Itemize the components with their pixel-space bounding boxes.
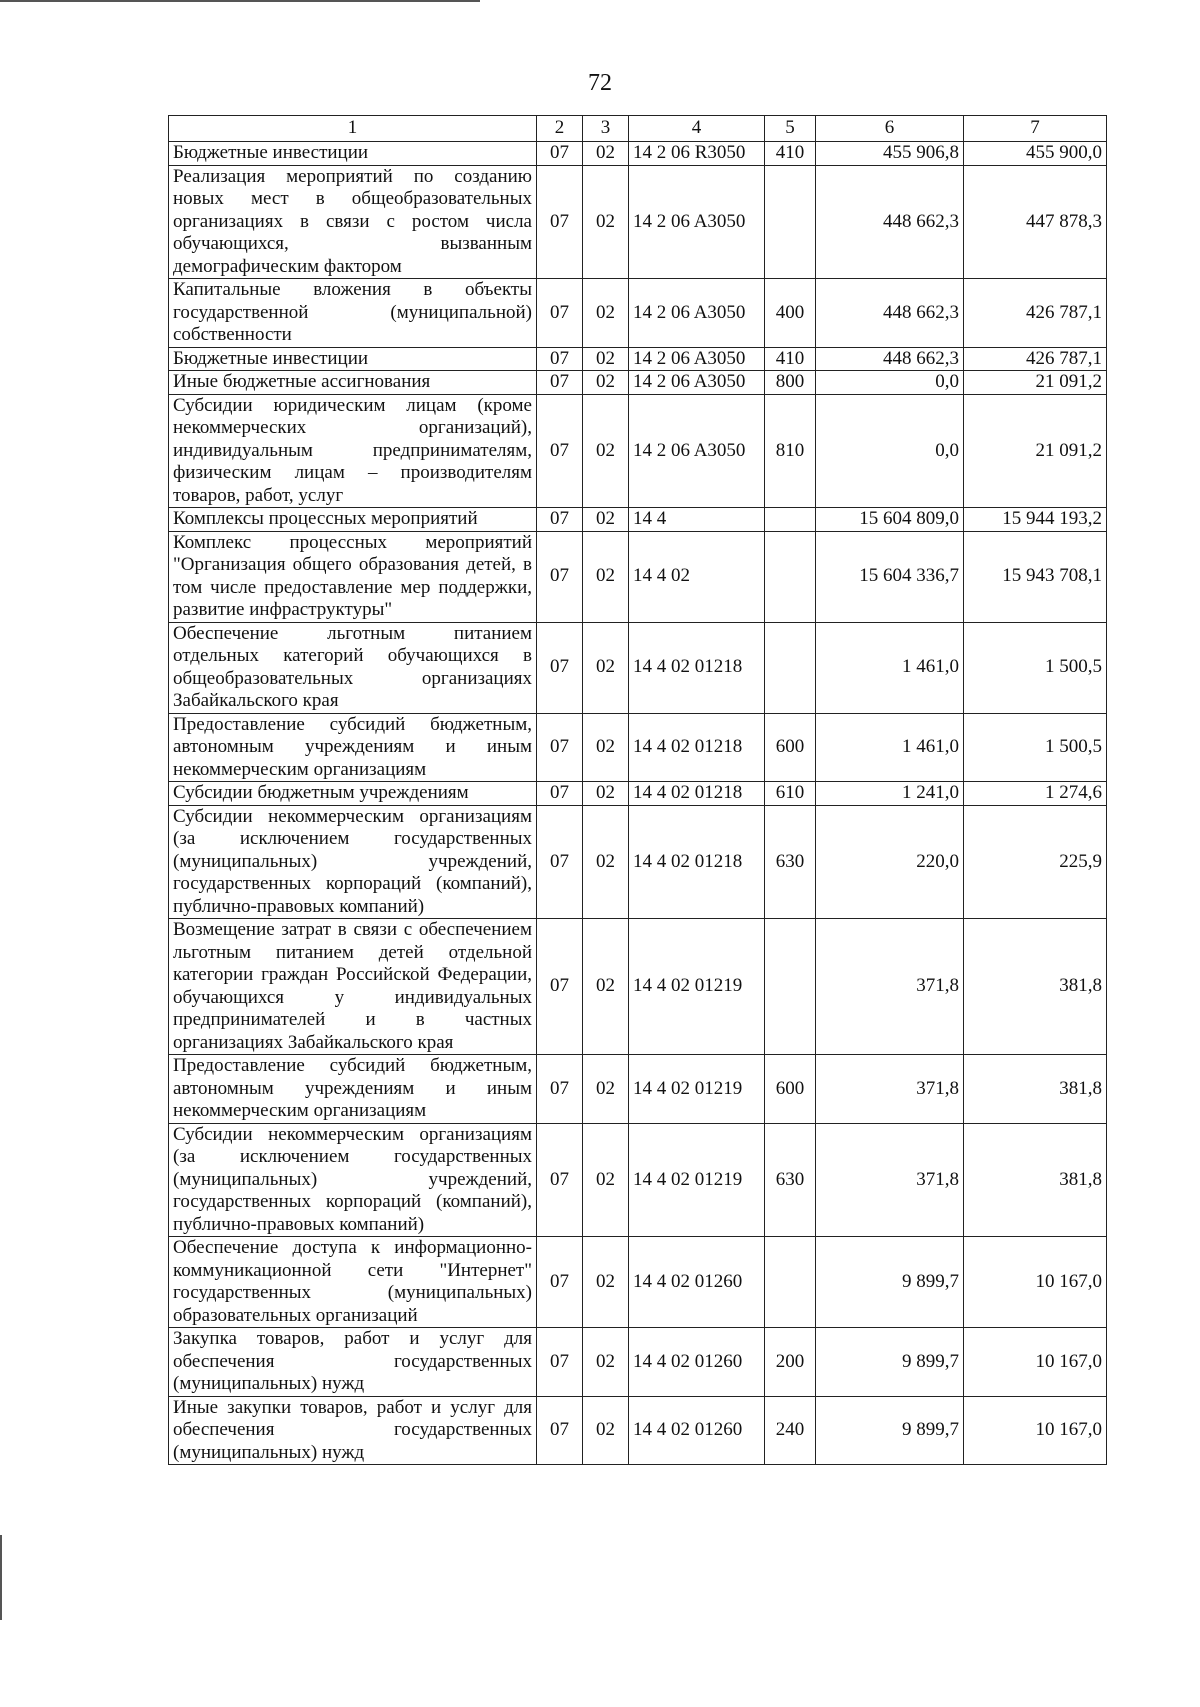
row-name-cell: Предоставление субсидий бюджетным, автономным учреждениям и иным некоммерческим организациям: [169, 1055, 537, 1124]
expense-type-code-cell: [765, 1237, 816, 1328]
table-row: [169, 1237, 1107, 1328]
target-article-code-cell: 14 4 02: [629, 531, 765, 622]
table-row: [169, 782, 1107, 806]
section-code-cell: 07: [537, 1396, 583, 1465]
section-code-cell: 07: [537, 805, 583, 919]
subsection-code-cell: 02: [583, 165, 629, 279]
expense-type-code-cell: 410: [765, 347, 816, 371]
amount-year-1-cell: 448 662,3: [816, 279, 964, 348]
subsection-code-cell: 02: [583, 347, 629, 371]
target-article-code-cell: 14 4 02 01218: [629, 622, 765, 713]
amount-year-1-cell: 371,8: [816, 1123, 964, 1237]
section-code-cell: 07: [537, 713, 583, 782]
subsection-code-cell: 02: [583, 1055, 629, 1124]
expense-type-code-cell: 610: [765, 782, 816, 806]
target-article-code-cell: 14 2 06 R3050: [629, 142, 765, 166]
subsection-code-cell: 02: [583, 394, 629, 508]
table-row: [169, 394, 1107, 508]
section-code-cell: 07: [537, 622, 583, 713]
section-code-cell: 07: [537, 165, 583, 279]
subsection-code-cell: 02: [583, 279, 629, 348]
target-article-code-cell: 14 4 02 01218: [629, 782, 765, 806]
amount-year-2-cell: 381,8: [964, 1055, 1107, 1124]
table-header-row: [169, 116, 1107, 142]
table-row: [169, 142, 1107, 166]
section-code-cell: 07: [537, 1237, 583, 1328]
amount-year-2-cell: 426 787,1: [964, 279, 1107, 348]
target-article-code-cell: 14 4 02 01260: [629, 1328, 765, 1397]
row-name-cell: Обеспечение льготным питанием отдельных категорий обучающихся в общеобразовательных организациях Забайкальского края: [169, 622, 537, 713]
target-article-code-cell: 14 4 02 01218: [629, 805, 765, 919]
amount-year-2-cell: 1 500,5: [964, 622, 1107, 713]
amount-year-1-cell: 1 461,0: [816, 713, 964, 782]
amount-year-2-cell: 21 091,2: [964, 394, 1107, 508]
target-article-code-cell: 14 4 02 01260: [629, 1396, 765, 1465]
section-code-cell: 07: [537, 782, 583, 806]
budget-table: [168, 115, 1107, 1465]
subsection-code-cell: 02: [583, 1396, 629, 1465]
amount-year-2-cell: 10 167,0: [964, 1237, 1107, 1328]
amount-year-2-cell: 381,8: [964, 919, 1107, 1055]
expense-type-code-cell: 400: [765, 279, 816, 348]
amount-year-2-cell: 447 878,3: [964, 165, 1107, 279]
amount-year-1-cell: 1 461,0: [816, 622, 964, 713]
subsection-code-cell: 02: [583, 1237, 629, 1328]
expense-type-code-cell: 410: [765, 142, 816, 166]
amount-year-2-cell: 15 943 708,1: [964, 531, 1107, 622]
amount-year-1-cell: 1 241,0: [816, 782, 964, 806]
row-name-cell: Комплексы процессных мероприятий: [169, 508, 537, 532]
amount-year-1-cell: 371,8: [816, 1055, 964, 1124]
row-name-cell: Возмещение затрат в связи с обеспечением льготным питанием детей отдельной категории граждан Российской Федерации, обучающихся у индивидуальных предпринимателей и в частных организациях Забайкальского края: [169, 919, 537, 1055]
section-code-cell: 07: [537, 142, 583, 166]
expense-type-code-cell: [765, 531, 816, 622]
table-row: [169, 919, 1107, 1055]
table-row: [169, 165, 1107, 279]
row-name-cell: Субсидии юридическим лицам (кроме некоммерческих организаций), индивидуальным предпринимателям, физическим лицам – производителям товаров, работ, услуг: [169, 394, 537, 508]
section-code-cell: 07: [537, 394, 583, 508]
table-row: [169, 1328, 1107, 1397]
table-row: [169, 1396, 1107, 1465]
table-row: [169, 622, 1107, 713]
section-code-cell: 07: [537, 919, 583, 1055]
row-name-cell: Комплекс процессных мероприятий "Организация общего образования детей, в том числе предоставление мер поддержки, развитие инфраструктуры": [169, 531, 537, 622]
expense-type-code-cell: [765, 622, 816, 713]
row-name-cell: Субсидии некоммерческим организациям (за исключением государственных (муниципальных) учреждений, государственных корпораций (компаний), публично-правовых компаний): [169, 805, 537, 919]
amount-year-1-cell: 0,0: [816, 394, 964, 508]
target-article-code-cell: 14 2 06 A3050: [629, 394, 765, 508]
header-cell: 2: [537, 116, 583, 142]
target-article-code-cell: 14 2 06 A3050: [629, 165, 765, 279]
section-code-cell: 07: [537, 531, 583, 622]
expense-type-code-cell: [765, 919, 816, 1055]
amount-year-2-cell: 21 091,2: [964, 371, 1107, 395]
table-row: [169, 1123, 1107, 1237]
amount-year-2-cell: 381,8: [964, 1123, 1107, 1237]
amount-year-1-cell: 455 906,8: [816, 142, 964, 166]
table-body: [169, 142, 1107, 1465]
scan-edge-line-top: [0, 0, 480, 2]
table-row: [169, 371, 1107, 395]
row-name-cell: Реализация мероприятий по созданию новых мест в общеобразовательных организациях в связи с ростом числа обучающихся, вызванным демографическим фактором: [169, 165, 537, 279]
subsection-code-cell: 02: [583, 782, 629, 806]
row-name-cell: Предоставление субсидий бюджетным, автономным учреждениям и иным некоммерческим организациям: [169, 713, 537, 782]
amount-year-1-cell: 9 899,7: [816, 1237, 964, 1328]
amount-year-1-cell: 448 662,3: [816, 165, 964, 279]
expense-type-code-cell: [765, 165, 816, 279]
amount-year-2-cell: 10 167,0: [964, 1328, 1107, 1397]
header-cell: 4: [629, 116, 765, 142]
row-name-cell: Бюджетные инвестиции: [169, 347, 537, 371]
section-code-cell: 07: [537, 371, 583, 395]
expense-type-code-cell: 200: [765, 1328, 816, 1397]
target-article-code-cell: 14 4 02 01218: [629, 713, 765, 782]
row-name-cell: Капитальные вложения в объекты государственной (муниципальной) собственности: [169, 279, 537, 348]
section-code-cell: 07: [537, 1328, 583, 1397]
expense-type-code-cell: 630: [765, 805, 816, 919]
expense-type-code-cell: 630: [765, 1123, 816, 1237]
target-article-code-cell: 14 2 06 A3050: [629, 279, 765, 348]
expense-type-code-cell: [765, 508, 816, 532]
row-name-cell: Иные закупки товаров, работ и услуг для обеспечения государственных (муниципальных) нужд: [169, 1396, 537, 1465]
subsection-code-cell: 02: [583, 531, 629, 622]
subsection-code-cell: 02: [583, 1123, 629, 1237]
subsection-code-cell: 02: [583, 713, 629, 782]
subsection-code-cell: 02: [583, 1328, 629, 1397]
table-row: [169, 713, 1107, 782]
target-article-code-cell: 14 4 02 01219: [629, 1055, 765, 1124]
amount-year-1-cell: 15 604 336,7: [816, 531, 964, 622]
row-name-cell: Закупка товаров, работ и услуг для обеспечения государственных (муниципальных) нужд: [169, 1328, 537, 1397]
amount-year-1-cell: 220,0: [816, 805, 964, 919]
expense-type-code-cell: 800: [765, 371, 816, 395]
subsection-code-cell: 02: [583, 371, 629, 395]
page-number: 72: [588, 70, 612, 96]
amount-year-1-cell: 9 899,7: [816, 1328, 964, 1397]
table-row: [169, 279, 1107, 348]
header-cell: 3: [583, 116, 629, 142]
amount-year-2-cell: 1 274,6: [964, 782, 1107, 806]
target-article-code-cell: 14 2 06 A3050: [629, 371, 765, 395]
expense-type-code-cell: 810: [765, 394, 816, 508]
amount-year-2-cell: 426 787,1: [964, 347, 1107, 371]
row-name-cell: Субсидии некоммерческим организациям (за исключением государственных (муниципальных) учреждений, государственных корпораций (компаний), публично-правовых компаний): [169, 1123, 537, 1237]
amount-year-1-cell: 371,8: [816, 919, 964, 1055]
header-cell: 5: [765, 116, 816, 142]
target-article-code-cell: 14 2 06 A3050: [629, 347, 765, 371]
target-article-code-cell: 14 4 02 01219: [629, 1123, 765, 1237]
scan-edge-line-left: [0, 1535, 2, 1620]
subsection-code-cell: 02: [583, 919, 629, 1055]
section-code-cell: 07: [537, 1055, 583, 1124]
amount-year-1-cell: 0,0: [816, 371, 964, 395]
row-name-cell: Субсидии бюджетным учреждениям: [169, 782, 537, 806]
subsection-code-cell: 02: [583, 142, 629, 166]
subsection-code-cell: 02: [583, 508, 629, 532]
target-article-code-cell: 14 4 02 01219: [629, 919, 765, 1055]
subsection-code-cell: 02: [583, 805, 629, 919]
subsection-code-cell: 02: [583, 622, 629, 713]
target-article-code-cell: 14 4 02 01260: [629, 1237, 765, 1328]
amount-year-2-cell: 225,9: [964, 805, 1107, 919]
section-code-cell: 07: [537, 279, 583, 348]
amount-year-2-cell: 1 500,5: [964, 713, 1107, 782]
expense-type-code-cell: 240: [765, 1396, 816, 1465]
target-article-code-cell: 14 4: [629, 508, 765, 532]
expense-type-code-cell: 600: [765, 713, 816, 782]
row-name-cell: Иные бюджетные ассигнования: [169, 371, 537, 395]
amount-year-1-cell: 448 662,3: [816, 347, 964, 371]
table-row: [169, 531, 1107, 622]
table-row: [169, 1055, 1107, 1124]
amount-year-1-cell: 9 899,7: [816, 1396, 964, 1465]
amount-year-2-cell: 10 167,0: [964, 1396, 1107, 1465]
row-name-cell: Бюджетные инвестиции: [169, 142, 537, 166]
section-code-cell: 07: [537, 1123, 583, 1237]
table-row: [169, 508, 1107, 532]
header-cell: 1: [169, 116, 537, 142]
expense-type-code-cell: 600: [765, 1055, 816, 1124]
header-cell: 7: [964, 116, 1107, 142]
amount-year-2-cell: 15 944 193,2: [964, 508, 1107, 532]
table-row: [169, 347, 1107, 371]
section-code-cell: 07: [537, 347, 583, 371]
header-cell: 6: [816, 116, 964, 142]
section-code-cell: 07: [537, 508, 583, 532]
row-name-cell: Обеспечение доступа к информационно-коммуникационной сети "Интернет" государственных (муниципальных) образовательных организаций: [169, 1237, 537, 1328]
amount-year-2-cell: 455 900,0: [964, 142, 1107, 166]
amount-year-1-cell: 15 604 809,0: [816, 508, 964, 532]
table-row: [169, 805, 1107, 919]
